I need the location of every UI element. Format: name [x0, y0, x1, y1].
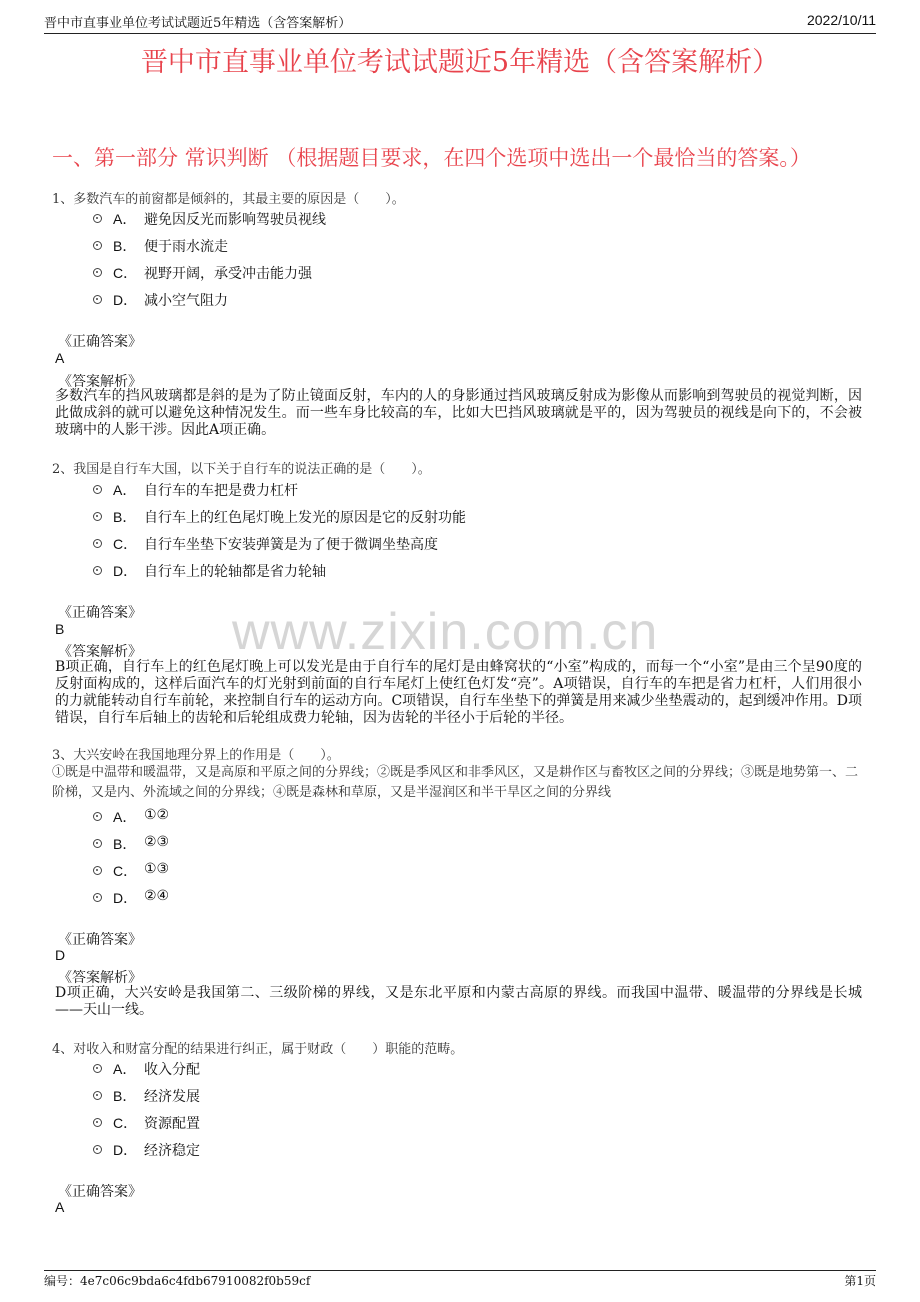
option-text: 资源配置 — [144, 1116, 200, 1132]
option-key: C． — [113, 536, 138, 552]
option-text: 避免因反光而影响驾驶员视线 — [144, 212, 326, 228]
option-text: 自行车上的红色尾灯晚上发光的原因是它的反射功能 — [144, 510, 466, 526]
question-1-explanation: 多数汽车的挡风玻璃都是斜的是为了防止镜面反射，车内的人的身影通过挡风玻璃反射成为影像从而影响到驾驶员的视觉判断，因此做成斜的就可以避免这种情况发生。而一些车身比较高的车，比如大巴挡风玻璃就是平的，因为驾驶员的视线是向下的，不会被玻璃中的人影干涉。因此A项正确。 — [55, 388, 862, 438]
radio-icon[interactable] — [93, 214, 102, 223]
option-key: A． — [113, 211, 137, 227]
radio-icon[interactable] — [93, 839, 102, 848]
header-doc-title: 晋中市直事业单位考试试题近5年精选（含答案解析） — [44, 16, 352, 31]
footer-divider — [44, 1270, 876, 1271]
radio-icon[interactable] — [93, 539, 102, 548]
option-text: ①② — [144, 807, 170, 823]
section-heading: 一、第一部分 常识判断 （根据题目要求，在四个选项中选出一个最恰当的答案。） — [52, 146, 811, 170]
question-4-answer: A — [55, 1199, 65, 1215]
option-key: A． — [113, 482, 137, 498]
option-key: D． — [113, 890, 138, 906]
question-4-stem: 4、对收入和财富分配的结果进行纠正，属于财政（ ）职能的范畴。 — [52, 1042, 464, 1057]
radio-icon[interactable] — [93, 566, 102, 575]
option-text: 自行车上的轮轴都是省力轮轴 — [144, 564, 326, 580]
option-key: C． — [113, 1115, 138, 1131]
option-key: A． — [113, 809, 137, 825]
answer-label: 《正确答案》 — [58, 932, 142, 948]
radio-icon[interactable] — [93, 1091, 102, 1100]
document-id: 编号：4e7c06c9bda6c4fdb67910082f0b59cf — [44, 1274, 311, 1288]
answer-label: 《正确答案》 — [58, 1184, 142, 1200]
option-text: 经济稳定 — [144, 1143, 200, 1159]
option-text: ①③ — [144, 861, 170, 877]
question-2-explanation: B项正确，自行车上的红色尾灯晚上可以发光是由于自行车的尾灯是由蜂窝状的“小室”构成的，而每一个“小室”是由三个呈90度的反射面构成的，这样后面汽车的灯光射到前面的自行车尾灯上使红色灯发“亮”。A项错误，自行车的车把是省力杠杆，人们用很小的力就能转动自行车前轮，来控制自行车的运动方向。C项错误，自行车坐垫下的弹簧是用来减少坐垫震动的，起到缓冲作用。D项错误，自行车后轴上的齿轮和后轮组成费力轮轴，因为齿轮的半径小于后轮的半径。 — [55, 659, 862, 726]
question-3-statements: ①既是中温带和暖温带，又是高原和平原之间的分界线；②既是季风区和非季风区，又是耕作区与畜牧区之间的分界线；③既是地势第一、二阶梯，又是内、外流域之间的分界线；④既是森林和草原，又是半湿润区和半干旱区之间的分界线 — [52, 765, 859, 800]
option-key: B． — [113, 238, 137, 254]
option-key: B． — [113, 1088, 137, 1104]
option-text: 自行车的车把是费力杠杆 — [144, 483, 298, 499]
header-divider — [44, 33, 876, 34]
option-key: C． — [113, 863, 138, 879]
radio-icon[interactable] — [93, 295, 102, 304]
question-1-answer: A — [55, 350, 65, 366]
radio-icon[interactable] — [93, 893, 102, 902]
question-2-answer: B — [55, 621, 65, 637]
radio-icon[interactable] — [93, 812, 102, 821]
radio-icon[interactable] — [93, 866, 102, 875]
option-key: D． — [113, 1142, 138, 1158]
answer-label: 《正确答案》 — [58, 334, 142, 350]
radio-icon[interactable] — [93, 1064, 102, 1073]
option-key: C． — [113, 265, 138, 281]
option-text: ②④ — [144, 888, 170, 904]
page-title: 晋中市直事业单位考试试题近5年精选（含答案解析） — [140, 47, 780, 78]
page-header — [44, 12, 876, 32]
question-3-answer: D — [55, 947, 66, 963]
radio-icon[interactable] — [93, 512, 102, 521]
option-text: 便于雨水流走 — [144, 239, 228, 255]
option-text: 自行车坐垫下安装弹簧是为了便于微调坐垫高度 — [144, 537, 438, 553]
question-1-stem: 1、多数汽车的前窗都是倾斜的，其最主要的原因是（ ）。 — [52, 192, 405, 207]
radio-icon[interactable] — [93, 485, 102, 494]
question-2-stem: 2、我国是自行车大国，以下关于自行车的说法正确的是（ ）。 — [52, 462, 431, 477]
radio-icon[interactable] — [93, 241, 102, 250]
explanation-label: 《答案解析》 — [58, 374, 142, 390]
page-number: 第1页 — [844, 1274, 876, 1288]
option-text: 收入分配 — [144, 1062, 200, 1078]
option-text: 视野开阔，承受冲击能力强 — [144, 266, 312, 282]
watermark: www.zixin.com.cn — [232, 603, 659, 661]
option-key: B． — [113, 836, 137, 852]
radio-icon[interactable] — [93, 268, 102, 277]
option-key: D． — [113, 563, 138, 579]
option-text: 减小空气阻力 — [144, 293, 228, 309]
radio-icon[interactable] — [93, 1145, 102, 1154]
explanation-label: 《答案解析》 — [58, 970, 142, 986]
option-text: 经济发展 — [144, 1089, 200, 1105]
question-3-explanation: D项正确，大兴安岭是我国第二、三级阶梯的界线，又是东北平原和内蒙古高原的界线。而我国中温带、暖温带的分界线是长城——天山一线。 — [55, 985, 862, 1018]
option-key: A． — [113, 1061, 137, 1077]
header-date: 2022/10/11 — [806, 12, 876, 28]
option-key: D． — [113, 292, 138, 308]
explanation-label: 《答案解析》 — [58, 644, 142, 660]
option-key: B． — [113, 509, 137, 525]
option-text: ②③ — [144, 834, 170, 850]
answer-label: 《正确答案》 — [58, 605, 142, 621]
radio-icon[interactable] — [93, 1118, 102, 1127]
question-3-stem: 3、大兴安岭在我国地理分界上的作用是（ ）。 — [52, 748, 340, 763]
